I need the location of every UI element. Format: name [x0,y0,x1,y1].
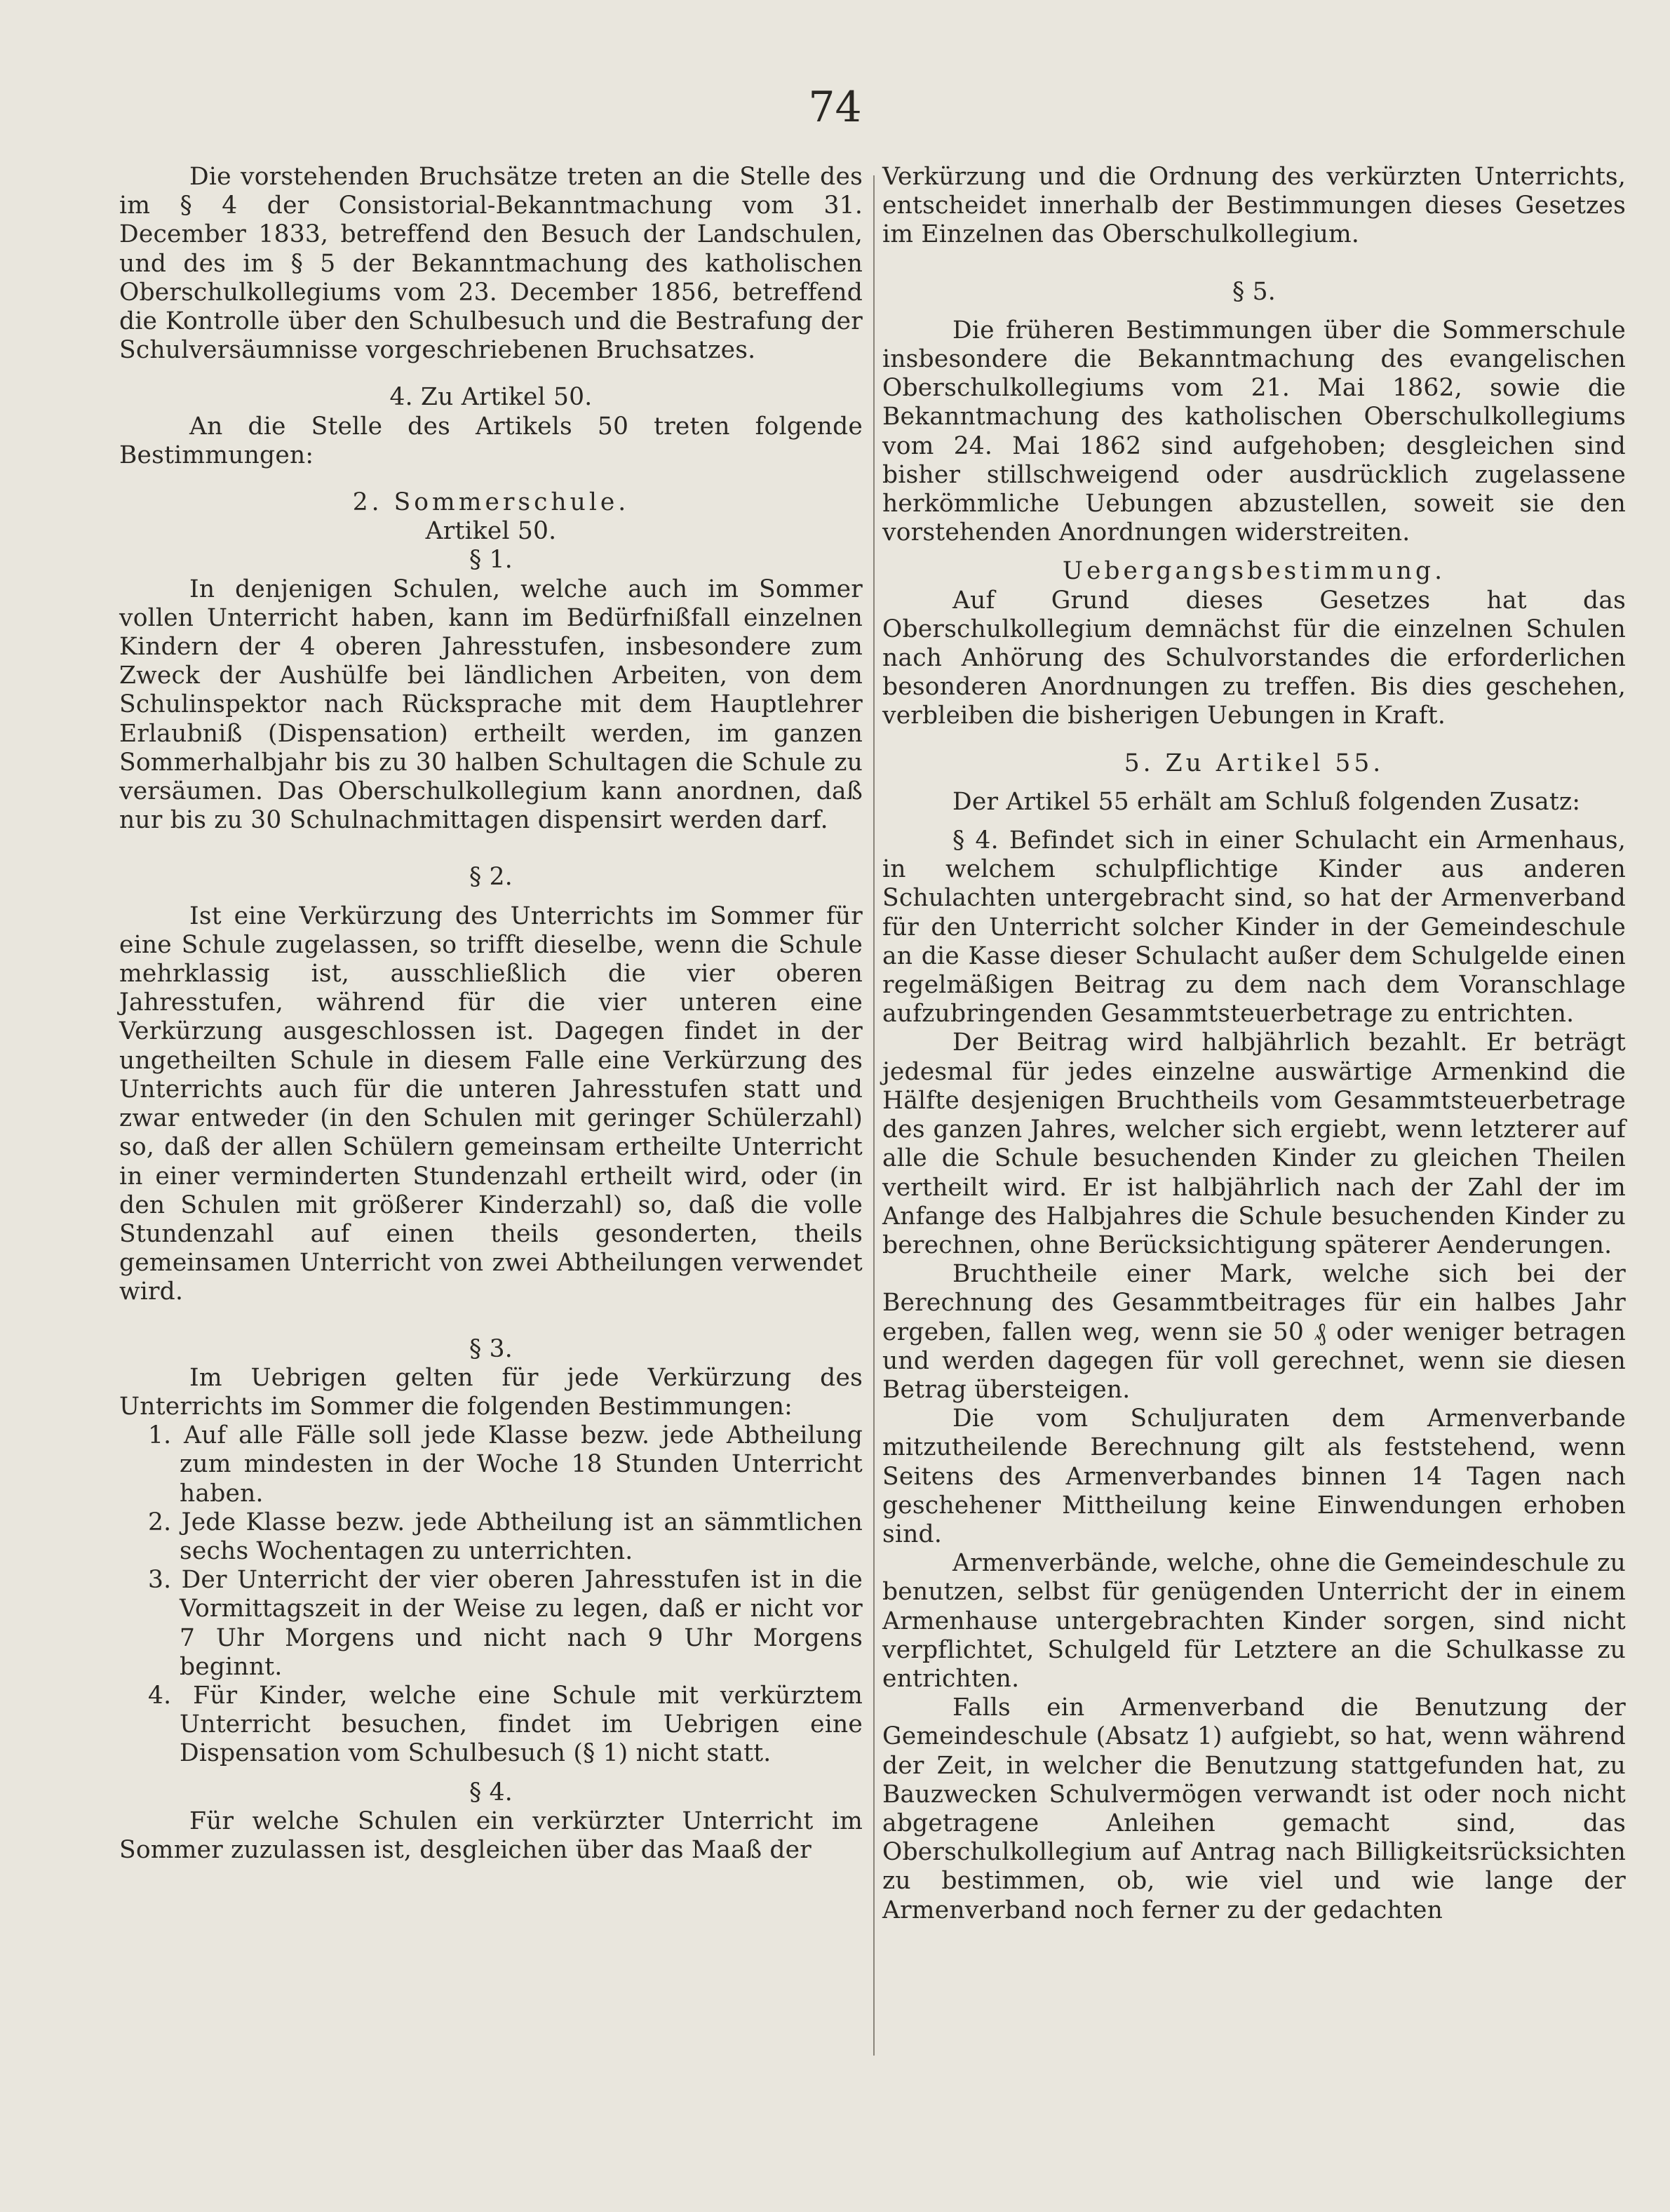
paragraph-4-text: Für welche Schulen ein verkürzter Unterricht im Sommer zuzulassen ist, desgleichen über das Maaß der [119,1807,863,1864]
article-50-intro: An die Stelle des Artikels 50 treten folgende Bestimmungen: [119,412,863,469]
list-item: 3. Der Unterricht der vier oberen Jahresstufen ist in die Vormittagszeit in der Weise zu legen, daß er nicht vor 7 Uhr Morgens und nicht nach 9 Uhr Morgens beginnt. [148,1566,863,1681]
paragraph-beitrag: Der Beitrag wird halbjährlich bezahlt. Er beträgt jedesmal für jedes einzelne auswärtige Armenkind die Hälfte desjenigen Bruchtheils vom Gesammtsteuerbetrage des ganzen Jahres, welcher sich ergiebt, wenn letzterer auf alle die Schule besuchenden Kinder zu gleichen Theilen vertheilt wird. Er ist halbjährlich nach der Zahl der im Anfange des Halbjahres die Schule besuchenden Kinder zu berechnen, ohne Berücksichtigung späterer Aenderungen. [882,1028,1626,1259]
heading-paragraph-5: § 5. [1232,277,1276,306]
heading-paragraph-1: § 1. [469,546,513,575]
article-55-intro: Der Artikel 55 erhält am Schluß folgenden Zusatz: [952,787,1581,816]
paragraph-bruchtheile: Bruchtheile einer Mark, welche sich bei der Berechnung des Gesammtbeitrages für ein halbes Jahr ergeben, fallen weg, wenn sie 50 ₰ oder weniger betragen und werden dagegen für voll gerechnet, wenn sie diesen Betrag übersteigen. [882,1260,1626,1404]
list-item: 2. Jede Klasse bezw. jede Abtheilung ist an sämmtlichen sechs Wochentagen zu unterrichten. [148,1508,863,1565]
heading-article-50: 4. Zu Artikel 50. [389,383,593,412]
paragraph-1-text: In denjenigen Schulen, welche auch im Sommer vollen Unterricht haben, kann im Bedürfnißfall einzelnen Kindern der 4 oberen Jahresstufen, insbesondere zum Zweck der Aushülfe bei ländlichen Arbeiten, von dem Schulinspektor nach Rücksprache mit dem Hauptlehrer Erlaubniß (Dispensation) ertheilt werden, im ganzen Sommerhalbjahr bis zu 30 halben Schultagen die Schule zu versäumen. Das Oberschulkollegium kann anordnen, daß nur bis zu 30 Schulnachmittagen dispensirt werden darf. [119,575,863,835]
paragraph-falls: Falls ein Armenverband die Benutzung der Gemeindeschule (Absatz 1) aufgiebt, so hat, wenn während der Zeit, in welcher die Benutzung stattgefunden hat, zu Bauzwecken Schulvermögen verwandt ist oder noch nicht abgetragene Anleihen gemacht sind, das Oberschulkollegium auf Antrag nach Billigkeitsrücksichten zu bestimmen, ob, wie viel und wie lange der Armenverband noch ferner zu der gedachten [882,1694,1626,1924]
list-item: 4. Für Kinder, welche eine Schule mit verkürztem Unterricht besuchen, findet im Uebrigen eine Dispensation vom Schulbesuch (§ 1) nicht statt. [148,1681,863,1768]
right-column [882,163,1626,1925]
heading-paragraph-3: § 3. [469,1334,513,1363]
column-divider [873,175,875,2056]
paragraph-berechnung: Die vom Schuljuraten dem Armenverbande mitzutheilende Berechnung gilt als feststehend, wenn Seitens des Armenverbandes binnen 14 Tagen nach geschehener Mittheilung keine Einwendungen erhoben sind. [882,1405,1626,1548]
paragraph-2-text: Ist eine Verkürzung des Unterrichts im Sommer für eine Schule zugelassen, so trifft dieselbe, wenn die Schule mehrklassig ist, ausschließlich die vier oberen Jahresstufen, während für die vier unteren eine Verkürzung ausgeschlossen ist. Dagegen findet in der ungetheilten Schule in diesem Falle eine Verkürzung des Unterrichts auch für die unteren Jahresstufen statt und zwar entweder (in den Schulen mit geringer Schülerzahl) so, daß der allen Schülern gemeinsam ertheilte Unterricht in einer verminderten Stundenzahl ertheilt wird, oder (in den Schulen mit größerer Kinderzahl) so, daß die volle Stundenzahl auf einen theils gesonderten, theils gemeinsamen Unterricht von zwei Abtheilungen verwendet wird. [119,901,863,1306]
left-column [119,163,863,1865]
heading-artikel-50: Artikel 50. [425,517,557,546]
continuation-paragraph: Verkürzung und die Ordnung des verkürzten Unterrichts, entscheidet innerhalb der Bestimmungen dieses Gesetzes im Einzelnen das Oberschulkollegium. [882,163,1626,249]
heading-paragraph-2: § 2. [469,863,513,892]
paragraph-5-text: Die früheren Bestimmungen über die Sommerschule insbesondere die Bekanntmachung des evangelischen Oberschulkollegiums vom 21. Mai 1862, sowie die Bekanntmachung des katholischen Oberschulkollegiums vom 24. Mai 1862 sind aufgehoben; desgleichen sind bisher stillschweigend oder ausdrücklich zugelassene herkömmliche Uebungen abzustellen, soweit sie den vorstehenden Anordnungen widerstreiten. [882,316,1626,547]
intro-paragraph: Die vorstehenden Bruchsätze treten an die Stelle des im § 4 der Consistorial-Bekanntmachung vom 31. December 1833, betreffend den Besuch der Landschulen, und des im § 5 der Bekanntmachung des katholischen Oberschulkollegiums vom 23. December 1856, betreffend die Kontrolle über den Schulbesuch und die Bestrafung der Schulversäumnisse vorgeschriebenen Bruchsatzes. [119,163,863,365]
transition-text: Auf Grund dieses Gesetzes hat das Oberschulkollegium demnächst für die einzelnen Schulen nach Anhörung des Schulvorstandes die erforderlichen besonderen Anordnungen zu treffen. Bis dies geschehen, verbleiben die bisherigen Uebungen in Kraft. [882,586,1626,730]
heading-article-55: 5. Zu Artikel 55. [1124,749,1385,777]
heading-uebergangsbestimmung: Uebergangsbestimmung. [1062,557,1446,586]
paragraph-3-intro: Im Uebrigen gelten für jede Verkürzung des Unterrichts im Sommer die folgenden Bestimmungen: [119,1363,863,1421]
article-55-paragraph-4: § 4. Befindet sich in einer Schulacht ein Armenhaus, in welchem schulpflichtige Kinder aus anderen Schulachten untergebracht sind, so hat der Armenverband für den Unterricht solcher Kinder in der Gemeindeschule an die Kasse dieser Schulacht außer dem Schulgelde einen regelmäßigen Beitrag zu dem nach dem Voranschlage aufzubringenden Gesammtsteuerbetrage zu entrichten. [882,826,1626,1028]
list-item: 1. Auf alle Fälle soll jede Klasse bezw. jede Abtheilung zum mindesten in der Woche 18 Stunden Unterricht haben. [148,1421,863,1508]
heading-sommerschule: 2. Sommerschule. [352,488,630,517]
paragraph-armenverbaende: Armenverbände, welche, ohne die Gemeindeschule zu benutzen, selbst für genügenden Unterricht der in einem Armenhause untergebrachten Kinder sorgen, sind nicht verpflichtet, Schulgeld für Letztere an die Schulkasse zu entrichten. [882,1549,1626,1693]
page-number: 74 [808,83,862,132]
heading-paragraph-4: § 4. [469,1778,513,1807]
